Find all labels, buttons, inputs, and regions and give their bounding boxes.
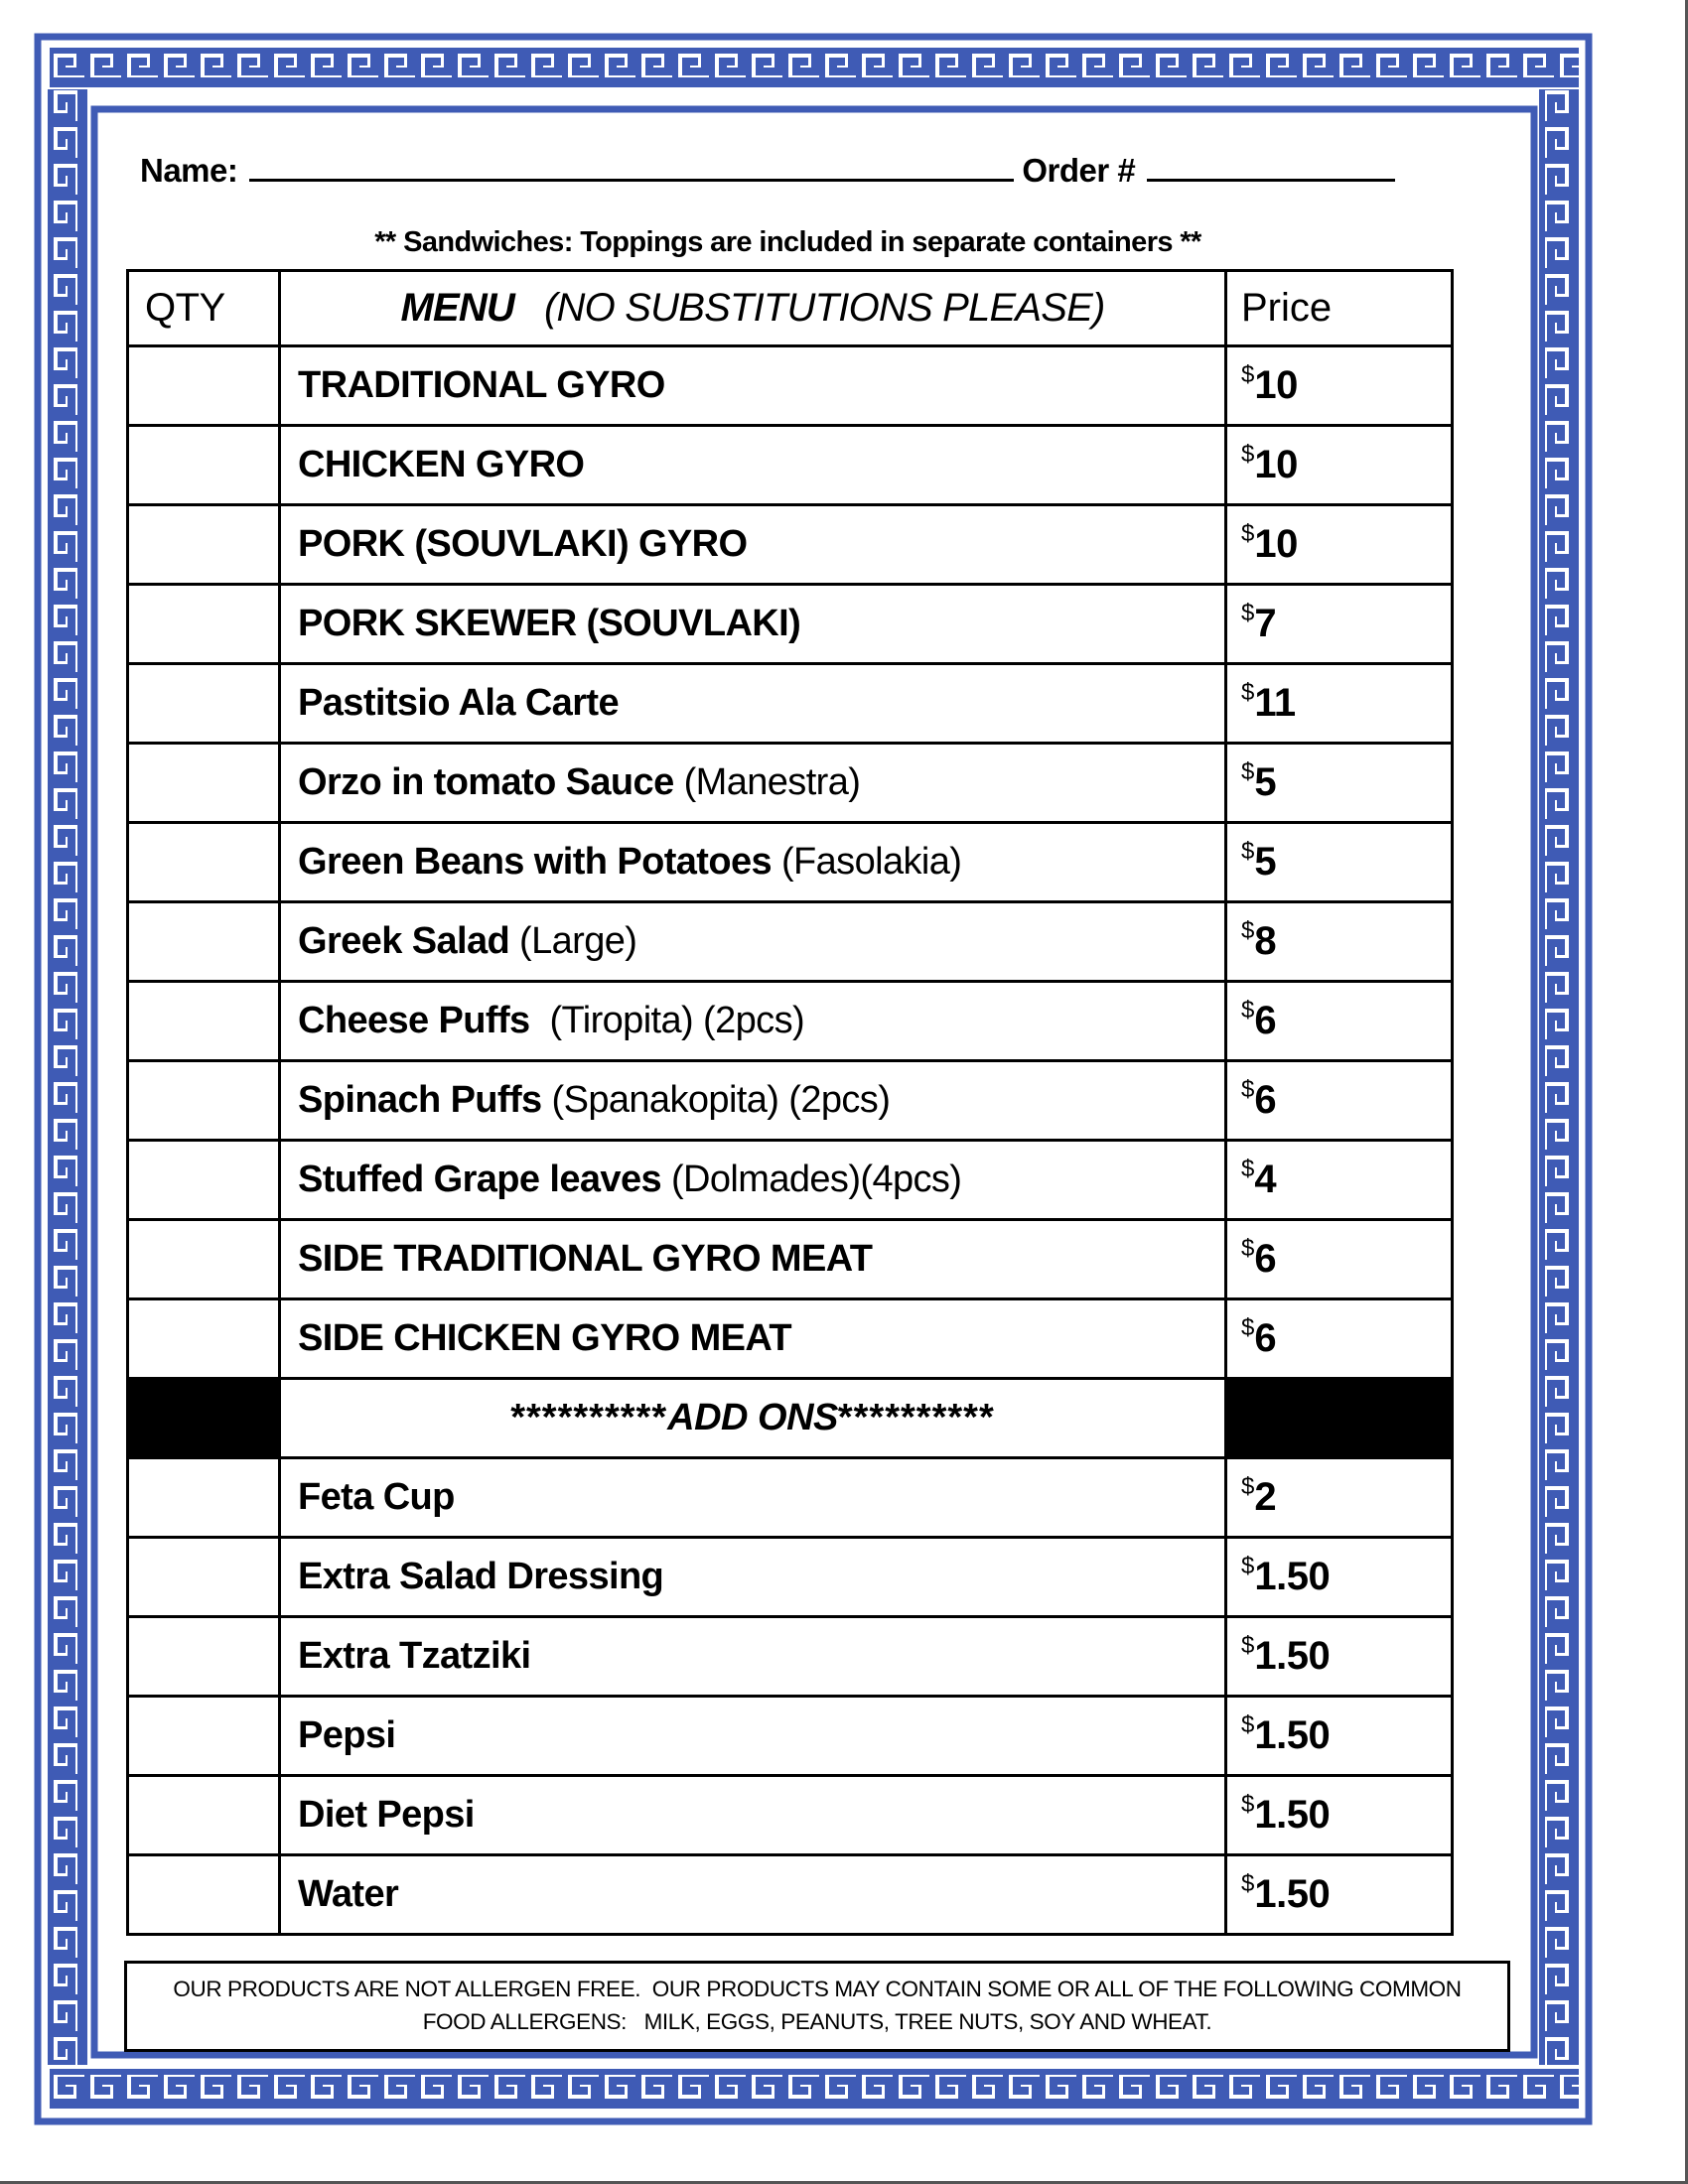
price-amount: 1.50 — [1254, 1634, 1331, 1678]
item-name-cell — [280, 744, 1226, 823]
qty-cell[interactable] — [128, 1061, 280, 1141]
item-name-cell — [280, 1776, 1226, 1855]
item-name: Greek Salad — [298, 920, 510, 962]
price-cell — [1226, 1061, 1453, 1141]
price-cell — [1226, 1538, 1453, 1617]
dollar-sign: $ — [1241, 361, 1255, 388]
price-cell — [1226, 1617, 1453, 1697]
price-cell — [1226, 1220, 1453, 1299]
table-row — [128, 426, 1453, 505]
price-amount: 8 — [1254, 919, 1277, 963]
table-row — [128, 1299, 1453, 1379]
dollar-sign: $ — [1241, 917, 1255, 944]
qty-cell[interactable] — [128, 1776, 280, 1855]
price-cell — [1226, 1299, 1453, 1379]
dollar-sign: $ — [1241, 1632, 1255, 1659]
item-name-cell — [280, 505, 1226, 585]
addons-header-cell — [280, 1379, 1226, 1458]
item-name-cell — [280, 902, 1226, 982]
addons-header-label: ADD ONS — [667, 1397, 838, 1438]
qty-cell[interactable] — [128, 1220, 280, 1299]
price-amount: 5 — [1254, 840, 1277, 884]
dollar-sign: $ — [1241, 1314, 1255, 1341]
price-column-header: Price — [1226, 271, 1453, 346]
dollar-sign: $ — [1241, 441, 1255, 468]
dollar-sign: $ — [1241, 520, 1255, 547]
disclaimer-line-1: OUR PRODUCTS ARE NOT ALLERGEN FREE. OUR PRODUCTS MAY CONTAIN SOME OR ALL OF THE FOLLOWING COMMON — [173, 1977, 1462, 2001]
addons-section-header-row — [128, 1379, 1453, 1458]
addon-row — [128, 1538, 1453, 1617]
price-cell — [1226, 426, 1453, 505]
table-row — [128, 823, 1453, 902]
qty-cell[interactable] — [128, 1299, 280, 1379]
qty-cell[interactable] — [128, 823, 280, 902]
addons-stars-left: ********** — [510, 1397, 668, 1438]
price-cell — [1226, 585, 1453, 664]
dollar-sign: $ — [1241, 600, 1255, 626]
item-detail: (Manestra) — [673, 761, 861, 803]
table-row — [128, 585, 1453, 664]
price-cell — [1226, 823, 1453, 902]
dollar-sign: $ — [1241, 838, 1255, 865]
menu-header-note: (NO SUBSTITUTIONS PLEASE) — [544, 286, 1105, 330]
item-name-cell — [280, 1458, 1226, 1538]
item-name-cell — [280, 1538, 1226, 1617]
item-name: SIDE TRADITIONAL GYRO MEAT — [298, 1238, 873, 1280]
qty-cell[interactable] — [128, 982, 280, 1061]
item-name: SIDE CHICKEN GYRO MEAT — [298, 1317, 792, 1359]
price-amount: 6 — [1254, 999, 1277, 1042]
name-label: Name: — [140, 152, 238, 189]
item-name-cell — [280, 982, 1226, 1061]
price-cell — [1226, 346, 1453, 426]
item-name: TRADITIONAL GYRO — [298, 364, 665, 406]
qty-cell[interactable] — [128, 1855, 280, 1935]
qty-cell[interactable] — [128, 1538, 280, 1617]
table-row — [128, 902, 1453, 982]
price-amount: 1.50 — [1254, 1872, 1331, 1916]
item-name-cell — [280, 1299, 1226, 1379]
price-amount: 7 — [1254, 602, 1277, 645]
item-name-cell — [280, 1855, 1226, 1935]
table-row — [128, 505, 1453, 585]
price-amount: 10 — [1254, 363, 1298, 407]
qty-cell[interactable] — [128, 1141, 280, 1220]
item-name: Green Beans with Potatoes — [298, 841, 773, 883]
disclaimer-line-2: FOOD ALLERGENS: MILK, EGGS, PEANUTS, TREE NUTS, SOY AND WHEAT. — [422, 2009, 1212, 2034]
addon-name: Diet Pepsi — [298, 1794, 475, 1836]
table-row — [128, 744, 1453, 823]
addon-name: Extra Salad Dressing — [298, 1556, 664, 1597]
item-detail: (Fasolakia) — [772, 841, 962, 883]
price-amount: 1.50 — [1254, 1793, 1331, 1837]
addon-row — [128, 1855, 1453, 1935]
qty-cell[interactable] — [128, 585, 280, 664]
price-amount: 1.50 — [1254, 1555, 1331, 1598]
order-number-field[interactable] — [1147, 149, 1395, 182]
item-name-cell — [280, 823, 1226, 902]
price-amount: 4 — [1254, 1158, 1277, 1201]
qty-cell[interactable] — [128, 1697, 280, 1776]
price-amount: 2 — [1254, 1475, 1277, 1519]
price-cell — [1226, 982, 1453, 1061]
item-name-cell — [280, 1061, 1226, 1141]
blacked-out-price-cell — [1226, 1379, 1453, 1458]
price-cell — [1226, 1141, 1453, 1220]
addon-name: Water — [298, 1873, 399, 1915]
qty-column-header: QTY — [128, 271, 280, 346]
item-name: Stuffed Grape leaves — [298, 1159, 662, 1200]
qty-cell[interactable] — [128, 664, 280, 744]
price-amount: 6 — [1254, 1078, 1277, 1122]
table-row — [128, 1220, 1453, 1299]
table-row — [128, 1141, 1453, 1220]
menu-header-title: MENU — [400, 286, 515, 330]
addons-stars-right: ********** — [837, 1397, 995, 1438]
table-row — [128, 982, 1453, 1061]
qty-cell[interactable] — [128, 505, 280, 585]
price-cell — [1226, 505, 1453, 585]
item-name: Pastitsio Ala Carte — [298, 682, 619, 724]
dollar-sign: $ — [1241, 679, 1255, 706]
price-cell — [1226, 1855, 1453, 1935]
dollar-sign: $ — [1241, 997, 1255, 1024]
addon-row — [128, 1776, 1453, 1855]
item-name-cell — [280, 346, 1226, 426]
dollar-sign: $ — [1241, 1553, 1255, 1579]
sandwich-toppings-note: ** Sandwiches: Toppings are included in separate containers ** — [374, 226, 1201, 258]
qty-cell[interactable] — [128, 902, 280, 982]
price-amount: 6 — [1254, 1316, 1277, 1360]
qty-cell[interactable] — [128, 1617, 280, 1697]
item-name: Spinach Puffs — [298, 1079, 542, 1121]
price-amount: 11 — [1254, 681, 1296, 725]
item-name-cell — [280, 1220, 1226, 1299]
dollar-sign: $ — [1241, 1473, 1255, 1500]
price-amount: 1.50 — [1254, 1713, 1331, 1757]
dollar-sign: $ — [1241, 1791, 1255, 1818]
qty-cell[interactable] — [128, 346, 280, 426]
order-header-line — [140, 149, 1395, 199]
table-row — [128, 664, 1453, 744]
table-row — [128, 1061, 1453, 1141]
qty-cell[interactable] — [128, 426, 280, 505]
item-name: PORK (SOUVLAKI) GYRO — [298, 523, 748, 565]
item-name-cell — [280, 664, 1226, 744]
item-name: PORK SKEWER (SOUVLAKI) — [298, 603, 801, 644]
price-cell — [1226, 1697, 1453, 1776]
dollar-sign: $ — [1241, 1235, 1255, 1262]
item-name: Orzo in tomato Sauce — [298, 761, 674, 803]
dollar-sign: $ — [1241, 1711, 1255, 1738]
item-detail: (Large) — [509, 920, 637, 962]
item-detail: (Dolmades)(4pcs) — [661, 1159, 962, 1200]
addon-row — [128, 1458, 1453, 1538]
qty-cell[interactable] — [128, 1458, 280, 1538]
dollar-sign: $ — [1241, 1156, 1255, 1182]
addon-name: Pepsi — [298, 1714, 396, 1756]
order-number-label: Order # — [1022, 152, 1136, 189]
dollar-sign: $ — [1241, 1870, 1255, 1897]
name-field[interactable] — [249, 149, 1014, 182]
price-cell — [1226, 744, 1453, 823]
dollar-sign: $ — [1241, 1076, 1255, 1103]
menu-order-table — [126, 269, 1454, 1936]
item-detail: (Spanakopita) (2pcs) — [541, 1079, 891, 1121]
table-header-row — [128, 271, 1453, 346]
blacked-out-qty-cell — [128, 1379, 280, 1458]
price-cell — [1226, 1458, 1453, 1538]
item-detail: (Tiropita) (2pcs) — [529, 1000, 805, 1041]
item-name-cell — [280, 585, 1226, 664]
item-name-cell — [280, 1617, 1226, 1697]
addon-row — [128, 1617, 1453, 1697]
price-amount: 10 — [1254, 522, 1298, 566]
qty-cell[interactable] — [128, 744, 280, 823]
price-amount: 6 — [1254, 1237, 1277, 1281]
item-name: CHICKEN GYRO — [298, 444, 585, 485]
table-row — [128, 346, 1453, 426]
addon-name: Feta Cup — [298, 1476, 455, 1518]
price-cell — [1226, 1776, 1453, 1855]
price-amount: 10 — [1254, 443, 1298, 486]
addon-row — [128, 1697, 1453, 1776]
dollar-sign: $ — [1241, 758, 1255, 785]
price-cell — [1226, 902, 1453, 982]
item-name-cell — [280, 1141, 1226, 1220]
item-name-cell — [280, 426, 1226, 505]
price-amount: 5 — [1254, 760, 1277, 804]
allergen-disclaimer — [124, 1961, 1510, 2052]
price-cell — [1226, 664, 1453, 744]
item-name-cell — [280, 1697, 1226, 1776]
item-name: Cheese Puffs — [298, 1000, 530, 1041]
addon-name: Extra Tzatziki — [298, 1635, 531, 1677]
menu-column-header — [280, 271, 1226, 346]
